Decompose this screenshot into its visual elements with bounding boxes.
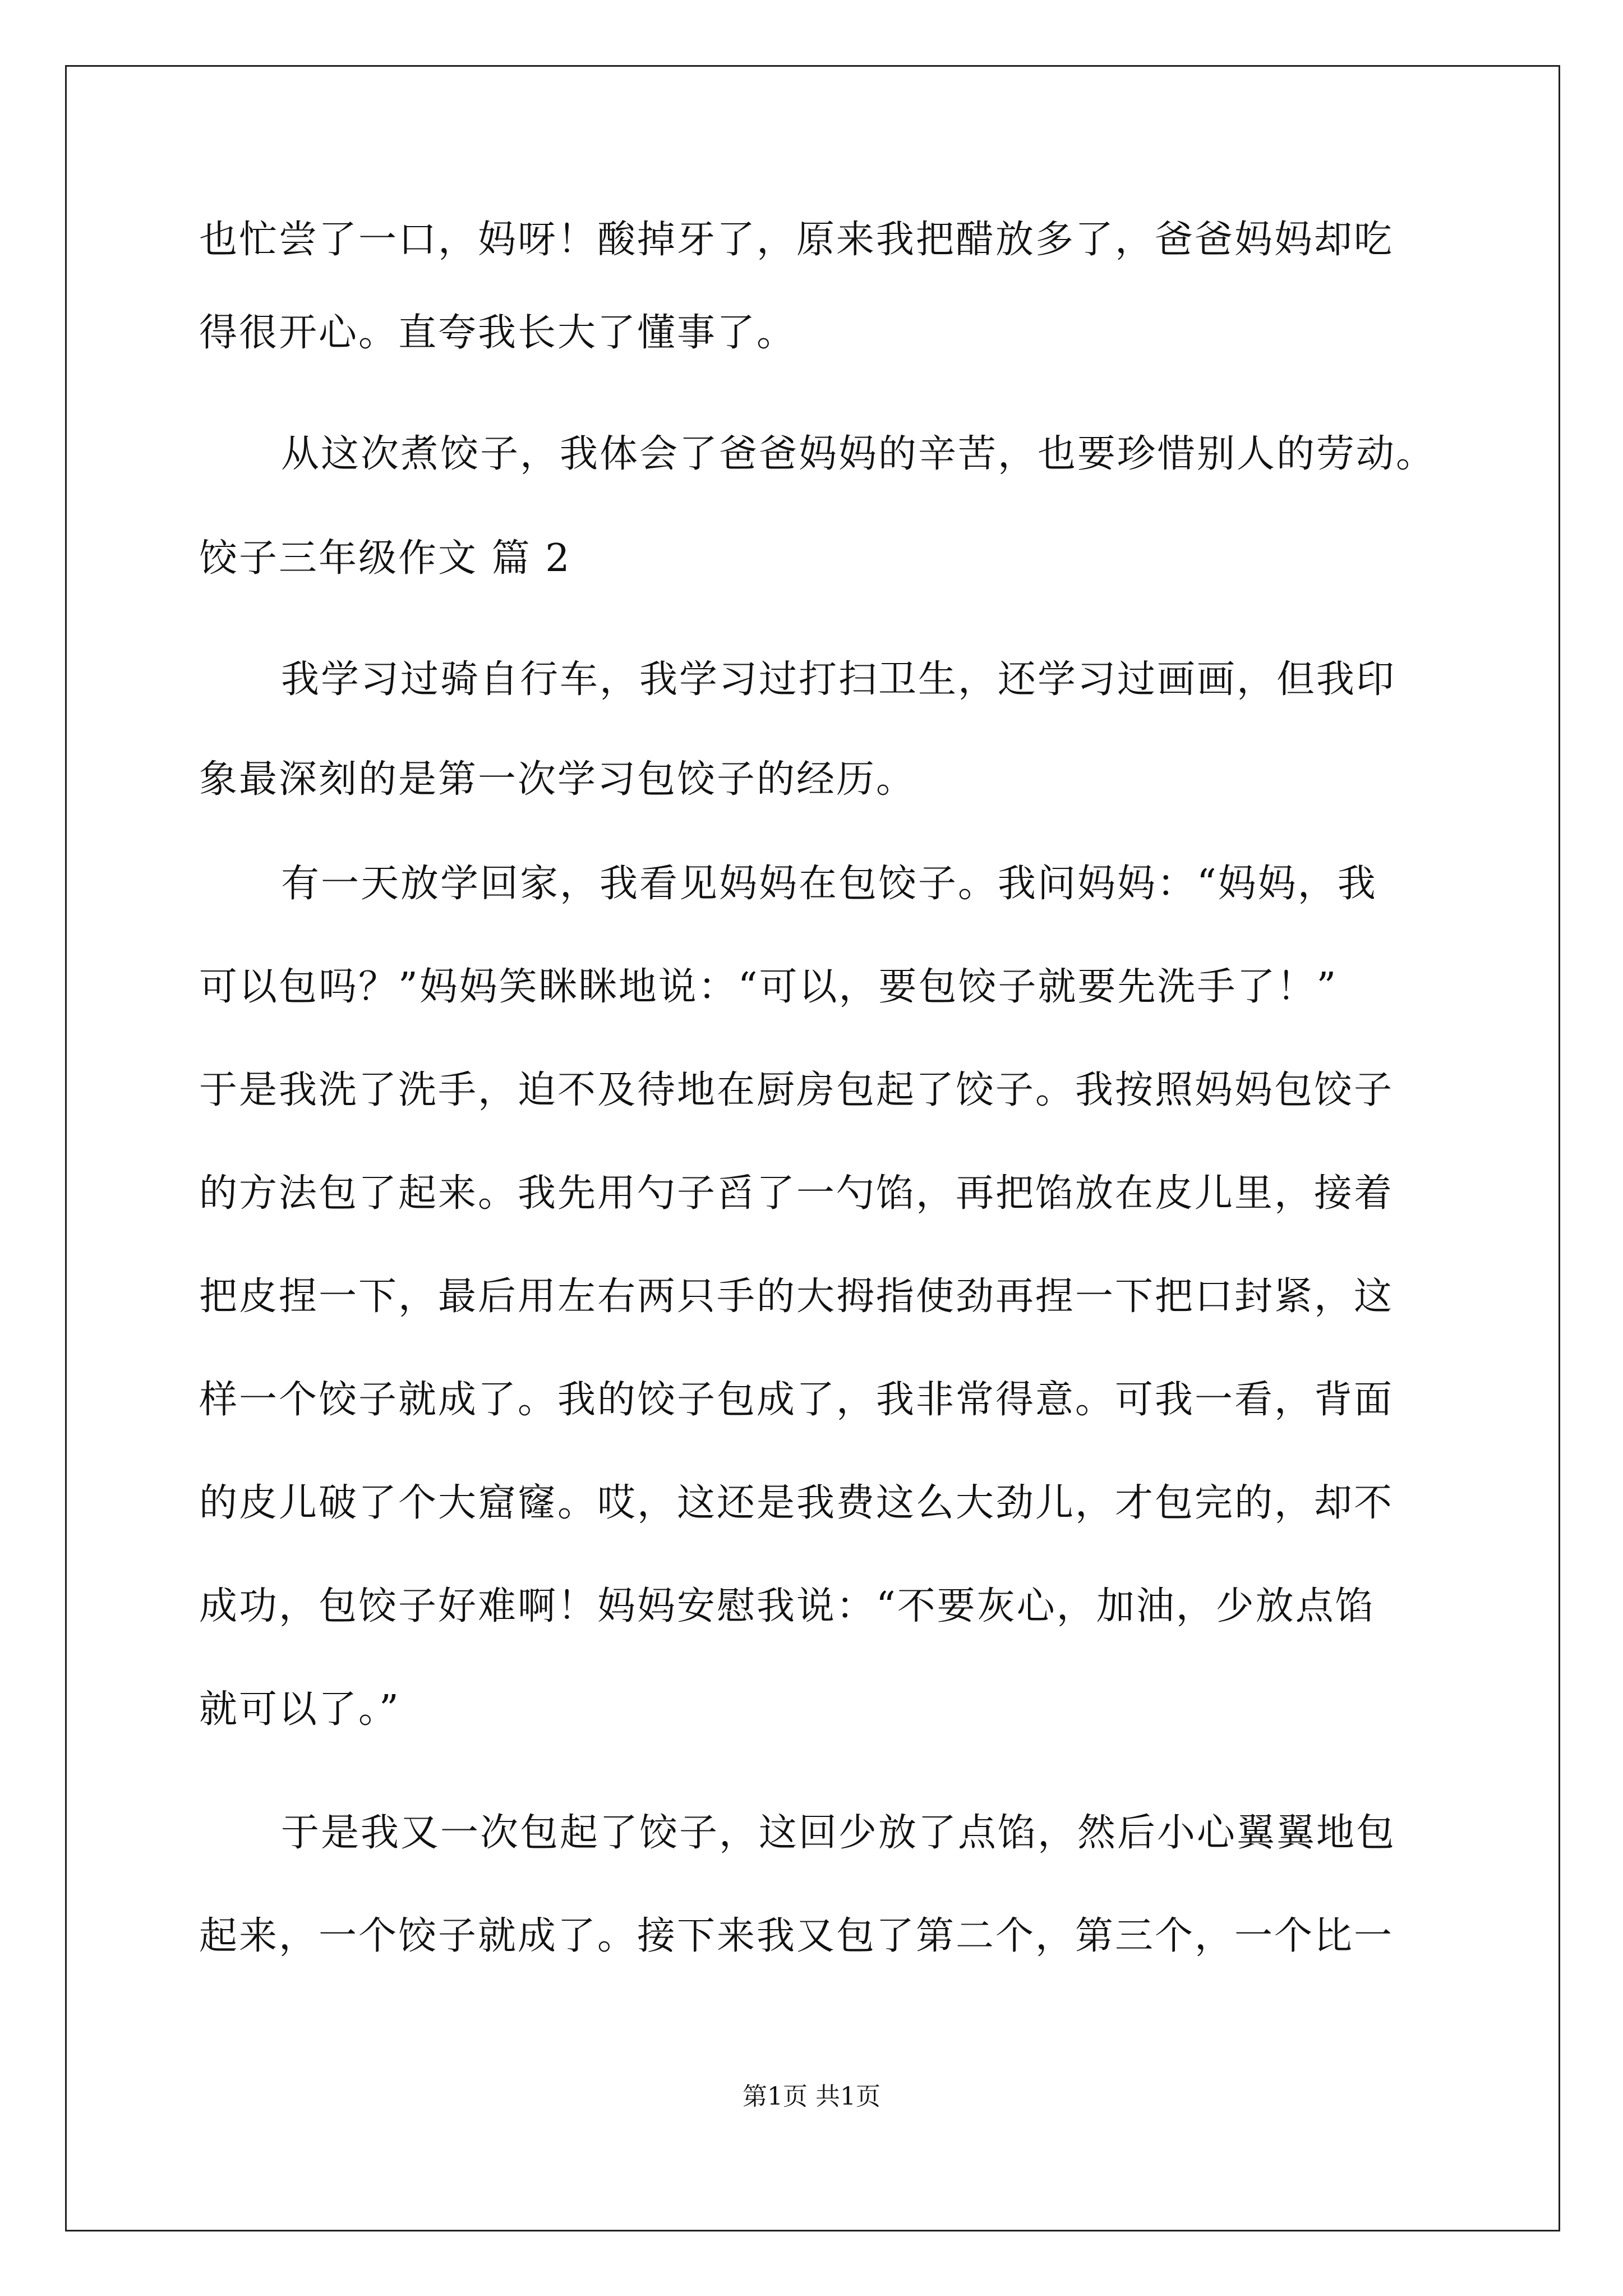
text-line-15: 就可以了。” <box>199 1687 400 1732</box>
text-line-1: 也忙尝了一口，妈呀！酸掉牙了，原来我把醋放多了，爸爸妈妈却吃 <box>199 218 1394 262</box>
page-border <box>65 65 1560 2231</box>
text-line-8: 可以包吗？”妈妈笑眯眯地说：“可以，要包饺子就要先洗手了！” <box>199 965 1338 1009</box>
section-heading: 饺子三年级作文 篇 2 <box>199 536 571 581</box>
text-line-17: 起来，一个饺子就成了。接下来我又包了第二个，第三个，一个比一 <box>199 1914 1394 1958</box>
text-line-16: 于是我又一次包起了饺子，这回少放了点馅，然后小心翼翼地包 <box>281 1811 1396 1855</box>
text-line-10: 的方法包了起来。我先用勺子舀了一勺馅，再把馅放在皮儿里，接着 <box>199 1171 1394 1216</box>
text-line-13: 的皮儿破了个大窟窿。哎，这还是我费这么大劲儿，才包完的，却不 <box>199 1481 1394 1525</box>
text-line-11: 把皮捏一下，最后用左右两只手的大拇指使劲再捏一下把口封紧，这 <box>199 1274 1394 1319</box>
text-line-9: 于是我洗了洗手，迫不及待地在厨房包起了饺子。我按照妈妈包饺子 <box>199 1068 1394 1112</box>
text-line-14: 成功，包饺子好难啊！妈妈安慰我说：“不要灰心，加油，少放点馅 <box>199 1584 1375 1628</box>
page-footer: 第1页 共1页 <box>743 2082 880 2111</box>
text-line-2: 得很开心。直夸我长大了懂事了。 <box>199 311 797 355</box>
text-line-12: 样一个饺子就成了。我的饺子包成了，我非常得意。可我一看，背面 <box>199 1378 1394 1422</box>
text-line-5: 我学习过骑自行车，我学习过打扫卫生，还学习过画画，但我印 <box>281 657 1396 702</box>
text-line-6: 象最深刻的是第一次学习包饺子的经历。 <box>199 757 916 802</box>
text-line-7: 有一天放学回家，我看见妈妈在包饺子。我问妈妈：“妈妈，我 <box>281 862 1377 906</box>
text-line-3: 从这次煮饺子，我体会了爸爸妈妈的辛苦，也要珍惜别人的劳动。 <box>281 432 1436 476</box>
